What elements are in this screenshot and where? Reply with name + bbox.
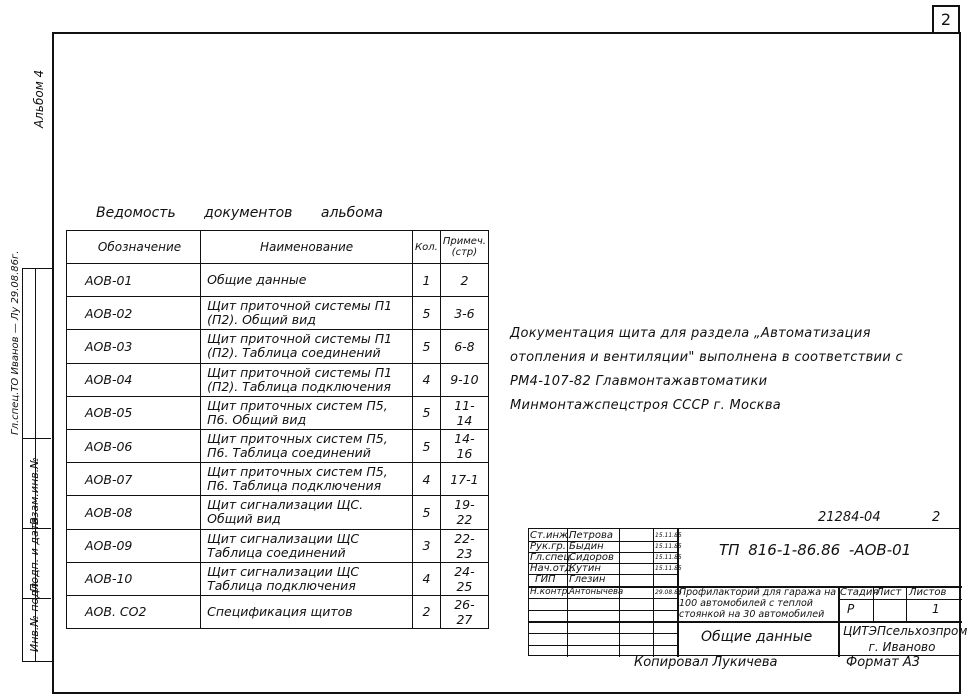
stamp-line — [529, 598, 677, 599]
header-qty: Кол. — [413, 231, 441, 264]
row-qty: 5 — [413, 330, 441, 363]
row-name: Щит сигнализации ЩС. Общий вид — [201, 496, 413, 529]
table-row — [67, 562, 489, 595]
row-note: 2 — [440, 264, 488, 297]
designation: ТП 816-1-86.86 -АОВ-01 — [719, 541, 912, 559]
sheet-number: 2 — [932, 5, 960, 33]
role-name: Петрова — [569, 530, 613, 541]
side-cell-signature — [23, 269, 51, 439]
row-code: АОВ. СО2 — [67, 595, 201, 628]
table-title: Ведомость документов альбома — [96, 205, 383, 221]
header-note: Примеч. (стр) — [440, 231, 488, 264]
role-date: 15.11.85 — [655, 565, 682, 572]
stamp-line — [838, 621, 840, 657]
object-name: Профилакторий для гаража на 100 автомобилей с теплой стоянкой на 30 автомобилей — [679, 587, 837, 620]
row-code: АОВ-03 — [67, 330, 201, 363]
table-row — [67, 429, 489, 462]
row-note: 11-14 — [440, 396, 488, 429]
role-label: Рук.гр. — [530, 541, 566, 552]
table-row — [67, 529, 489, 562]
row-name: Спецификация щитов — [201, 595, 413, 628]
row-qty: 5 — [413, 396, 441, 429]
role-name: Быдин — [569, 541, 604, 552]
row-code: АОВ-01 — [67, 264, 201, 297]
row-name: Щит сигнализации ЩС Таблица соединений — [201, 529, 413, 562]
row-name: Щит приточных систем П5, П6. Таблица подключения — [201, 463, 413, 496]
row-name: Щит приточных систем П5, П6. Таблица соединений — [201, 429, 413, 462]
row-code: АОВ-10 — [67, 562, 201, 595]
table-row — [67, 363, 489, 396]
stamp-line — [653, 529, 654, 657]
documents-table — [66, 230, 489, 629]
paper-format: Формат А3 — [846, 655, 921, 670]
documentation-note: Документация щита для раздела „Автоматизация отопления и вентиляции" выполнена в соответствии с РМ4-107-82 Главмонтажавтоматики Минмонтажспецстроя СССР г. Москва — [510, 326, 903, 413]
project-ref-sheet: 2 — [932, 510, 941, 525]
doc-name: Общие данные — [701, 629, 813, 645]
row-name: Общие данные — [201, 264, 413, 297]
role-date: 15.11.85 — [655, 543, 682, 550]
row-code: АОВ-02 — [67, 297, 201, 330]
table-header-row — [67, 231, 489, 264]
organization: ЦИТЭПсельхозпром г. Иваново — [843, 624, 968, 654]
copied-by: Копировал Лукичева — [634, 655, 778, 670]
row-code: АОВ-07 — [67, 463, 201, 496]
row-note: 24-25 — [440, 562, 488, 595]
role-date: 29.08.86 — [655, 589, 682, 596]
role-label: Ст.инж. — [530, 530, 572, 541]
row-name: Щит приточной системы П1 (П2). Таблица подключения — [201, 363, 413, 396]
stamp-line — [529, 633, 677, 634]
row-qty: 4 — [413, 463, 441, 496]
role-label: ГИП — [535, 574, 556, 585]
row-name: Щит приточной системы П1 (П2). Таблица соединений — [201, 330, 413, 363]
sheets-value: 1 — [932, 602, 940, 616]
row-note: 26-27 — [440, 595, 488, 628]
title-block — [528, 528, 968, 656]
row-note: 22-23 — [440, 529, 488, 562]
row-code: АОВ-08 — [67, 496, 201, 529]
row-name: Щит приточной системы П1 (П2). Общий вид — [201, 297, 413, 330]
table-row — [67, 330, 489, 363]
side-label-replace: Взам.инв.№ — [28, 457, 41, 525]
row-qty: 5 — [413, 297, 441, 330]
stamp-line — [838, 599, 962, 600]
stamp-line — [529, 610, 677, 611]
header-code: Обозначение — [67, 231, 201, 264]
sheet-header: Лист — [876, 587, 902, 598]
table-row — [67, 396, 489, 429]
stamp-line — [906, 587, 907, 621]
row-code: АОВ-05 — [67, 396, 201, 429]
side-label-inv: Инв.№ подл. — [28, 579, 41, 652]
row-note: 17-1 — [440, 463, 488, 496]
stamp-line — [529, 645, 677, 646]
role-name: Кутин — [569, 563, 601, 574]
table-row — [67, 463, 489, 496]
stage-value: Р — [847, 602, 855, 616]
side-signature: Гл.спец.ТО Иванов — Лу 29.08.86г. — [10, 250, 21, 435]
row-note: 19-22 — [440, 496, 488, 529]
role-label: Нач.отд. — [530, 563, 575, 574]
role-label: Н.контр. — [530, 587, 571, 597]
row-note: 3-6 — [440, 297, 488, 330]
table-row — [67, 297, 489, 330]
side-label-date: Подп. и дата — [28, 517, 41, 592]
row-qty: 5 — [413, 496, 441, 529]
role-date: 15.11.85 — [655, 554, 682, 561]
table-row — [67, 595, 489, 628]
role-label: Гл.спец. — [530, 552, 574, 563]
row-qty: 4 — [413, 363, 441, 396]
sheets-header: Листов — [909, 587, 947, 598]
row-name: Щит приточных систем П5, П6. Общий вид — [201, 396, 413, 429]
project-ref: 21284-04 — [818, 510, 881, 525]
row-note: 6-8 — [440, 330, 488, 363]
role-name: Антонычева — [569, 587, 624, 597]
row-qty: 3 — [413, 529, 441, 562]
row-qty: 5 — [413, 429, 441, 462]
row-note: 9-10 — [440, 363, 488, 396]
row-note: 14-16 — [440, 429, 488, 462]
row-code: АОВ-09 — [67, 529, 201, 562]
table-row — [67, 264, 489, 297]
row-code: АОВ-06 — [67, 429, 201, 462]
row-qty: 4 — [413, 562, 441, 595]
album-label: Альбом 4 — [32, 69, 46, 128]
row-qty: 2 — [413, 595, 441, 628]
row-code: АОВ-04 — [67, 363, 201, 396]
role-name: Глезин — [569, 574, 606, 585]
table-row — [67, 496, 489, 529]
role-date: 15.11.85 — [655, 532, 682, 539]
row-qty: 1 — [413, 264, 441, 297]
role-name: Сидоров — [569, 552, 614, 563]
row-name: Щит сигнализации ЩС Таблица подключения — [201, 562, 413, 595]
stage-header: Стадия — [840, 587, 879, 598]
header-name: Наименование — [201, 231, 413, 264]
